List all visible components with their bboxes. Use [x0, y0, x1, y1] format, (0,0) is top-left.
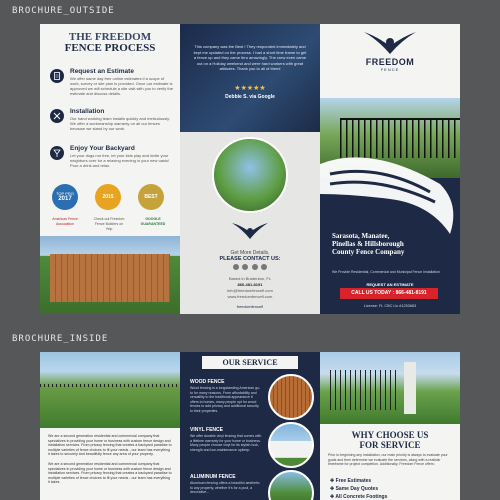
logo-area [320, 24, 460, 98]
inside-left-panel [40, 352, 180, 500]
license-text: License: FL CBC Lic #1253683 [363, 304, 417, 308]
service-name: ALUMINUM FENCE [190, 474, 236, 480]
our-service-title: OUR SERVICE [202, 356, 298, 369]
benefit-item: ✚ Free Estimates [330, 478, 372, 484]
why-choose-title-line1: WHY CHOOSE US [351, 430, 429, 440]
brand-name: FREEDOM [365, 57, 415, 67]
best-badge: BEST [138, 184, 164, 210]
call-us-button[interactable]: CALL US TODAY : 866-481-8191 [340, 288, 438, 299]
step-heading: Installation [70, 108, 105, 115]
service-text: We offer durable vinyl fencing that comes with a lifetime warranty for your home or business. Many people choose vinyl for its stylish look, strength and low-maintenance upkeep. [190, 434, 262, 452]
yelp-logo: Check out Freedom Fence Builders on Yelp [93, 217, 125, 231]
contact-icons [233, 264, 267, 270]
why-choose-title-line2: FOR SERVICE [359, 440, 421, 450]
process-title-line1: THE FREEDOM [68, 31, 152, 43]
gate-photo [320, 352, 460, 424]
afa-logo: American Fence Association [52, 217, 78, 226]
vinyl-fence-photo [268, 422, 314, 468]
tools-icon [50, 109, 64, 123]
outside-left-panel [40, 24, 180, 314]
step-heading: Request an Estimate [70, 68, 134, 75]
inside-right-panel [320, 352, 460, 500]
inside-middle-panel [180, 352, 320, 500]
outside-middle-panel [180, 24, 320, 314]
service-text: Wood fencing is a longstanding American go-to for many reasons. From affordability and versatility to the traditional appearance it offers to homes, many people opt for wood fences to add privacy and additional security to their properties. [190, 386, 261, 413]
top-pro-badge: TOP PRO 2017 [52, 184, 78, 210]
award-badge: 2015 [95, 184, 121, 210]
process-title-line2: FENCE PROCESS [64, 42, 156, 54]
contact-heading: PLEASE CONTACT US: [219, 256, 281, 262]
review-text: This company was the Best ! They responded immediately and kept me updated on the process. I had a short time frame to get a fence up and they came thru amazingly. The crew even came out on a Holiday weekend and were hard workers with great attitudes. Thank you to all of them! [193, 44, 307, 71]
wood-fence-photo [268, 374, 314, 420]
check-icon: ✚ [330, 478, 336, 484]
email-icon [252, 264, 258, 270]
request-estimate-text: REQUEST AN ESTIMATE [366, 282, 414, 287]
contact-website[interactable]: www.freedomfencefl.com [227, 294, 273, 299]
document-icon [50, 69, 64, 83]
location-icon [233, 264, 239, 270]
step-text: We offer same day free online estimates if a scope of work, survey or site plan is provided. Once our estimate is approved we will schedule a site visit with you to verify the estimate and discuss details. [70, 76, 173, 96]
eagle-logo-icon [362, 30, 418, 56]
service-area-text: Sarasota, Manatee, Pinellas & Hillsborough County Fence Company [332, 232, 405, 256]
intro-paragraph-2: We are a second generation residential and commercial company that specializes in providing your home or business with custom fence design and installation services. From privacy fencing that creates a backyard paradise to multiple varieties of fence choices to fit your needs - our team has everything it takes [48, 462, 172, 484]
step-heading: Enjoy Your Backyard [70, 145, 135, 152]
cocktail-icon [50, 146, 64, 160]
web-icon [261, 264, 267, 270]
social-handle[interactable]: freedomfencefl [236, 304, 264, 309]
contact-address: Based in Bradenton, FL [228, 276, 272, 281]
outside-right-panel [320, 24, 460, 314]
step-text: Our hand working team installs quickly and meticulously. We offer a workmanship warranty on all our fences because we stand by our work. [70, 116, 170, 131]
why-choose-text: Prior to beginning any installation, our main priority is always to evaluate your goals and then determine we evaluate the services, along with a realistic timeframe for project completion. Additionally, Freedom Fence offers: [328, 453, 448, 466]
check-icon: ✚ [330, 494, 336, 500]
eagle-logo-icon [230, 219, 270, 243]
reviewer-name: Debbie S. via Google [225, 94, 275, 100]
brochure-outside-label: BROCHURE_OUTSIDE [12, 6, 115, 16]
brochure-inside-label: BROCHURE_INSIDE [12, 334, 109, 344]
check-icon: ✚ [330, 486, 336, 492]
wood-fence-photo [40, 236, 180, 314]
contact-email[interactable]: info@freedomfencefl.com [227, 288, 273, 293]
provide-text: We Provide Residential, Commercial and Municipal Fence Installation [332, 270, 440, 274]
eagle-wing-graphic [320, 144, 460, 244]
service-name: WOOD FENCE [190, 379, 225, 385]
rating-stars: ★★★★★ [234, 85, 266, 92]
contact-phone[interactable]: 866-481-8191 [237, 282, 263, 287]
pool-house-photo [212, 137, 288, 213]
service-text: Aluminum fencing offers a beautiful aesthetic to any property, whether it's for a pool, a decorative... [190, 481, 260, 494]
intro-paragraph-1: We are a second generation residential and commercial company that specializes in providing your home or business with custom fence design and installation services. From privacy fencing that creates a backyard paradise to multiple varieties of fence choices to fit your needs - our team has everything it takes to securely and beautifully fence any area of your property. [48, 434, 172, 456]
phone-icon [242, 264, 248, 270]
aluminum-fence-photo [268, 470, 314, 500]
service-name: VINYL FENCE [190, 427, 223, 433]
benefit-item: ✚ Same Day Quotes [330, 486, 379, 492]
step-text: Let your dogs run free, let your kids play and invite your neighbors over for a relaxing evening in your new oasis! Pour a drink and relax. [70, 153, 169, 168]
brand-sub: FENCE [380, 67, 400, 72]
benefit-item: ✚ All Concrete Footings [330, 494, 388, 500]
get-more-text: Get More Details, [230, 250, 270, 256]
backyard-photo [40, 352, 180, 428]
google-guaranteed-logo: GOOGLE GUARANTEED [140, 217, 166, 226]
review-box [180, 24, 320, 132]
